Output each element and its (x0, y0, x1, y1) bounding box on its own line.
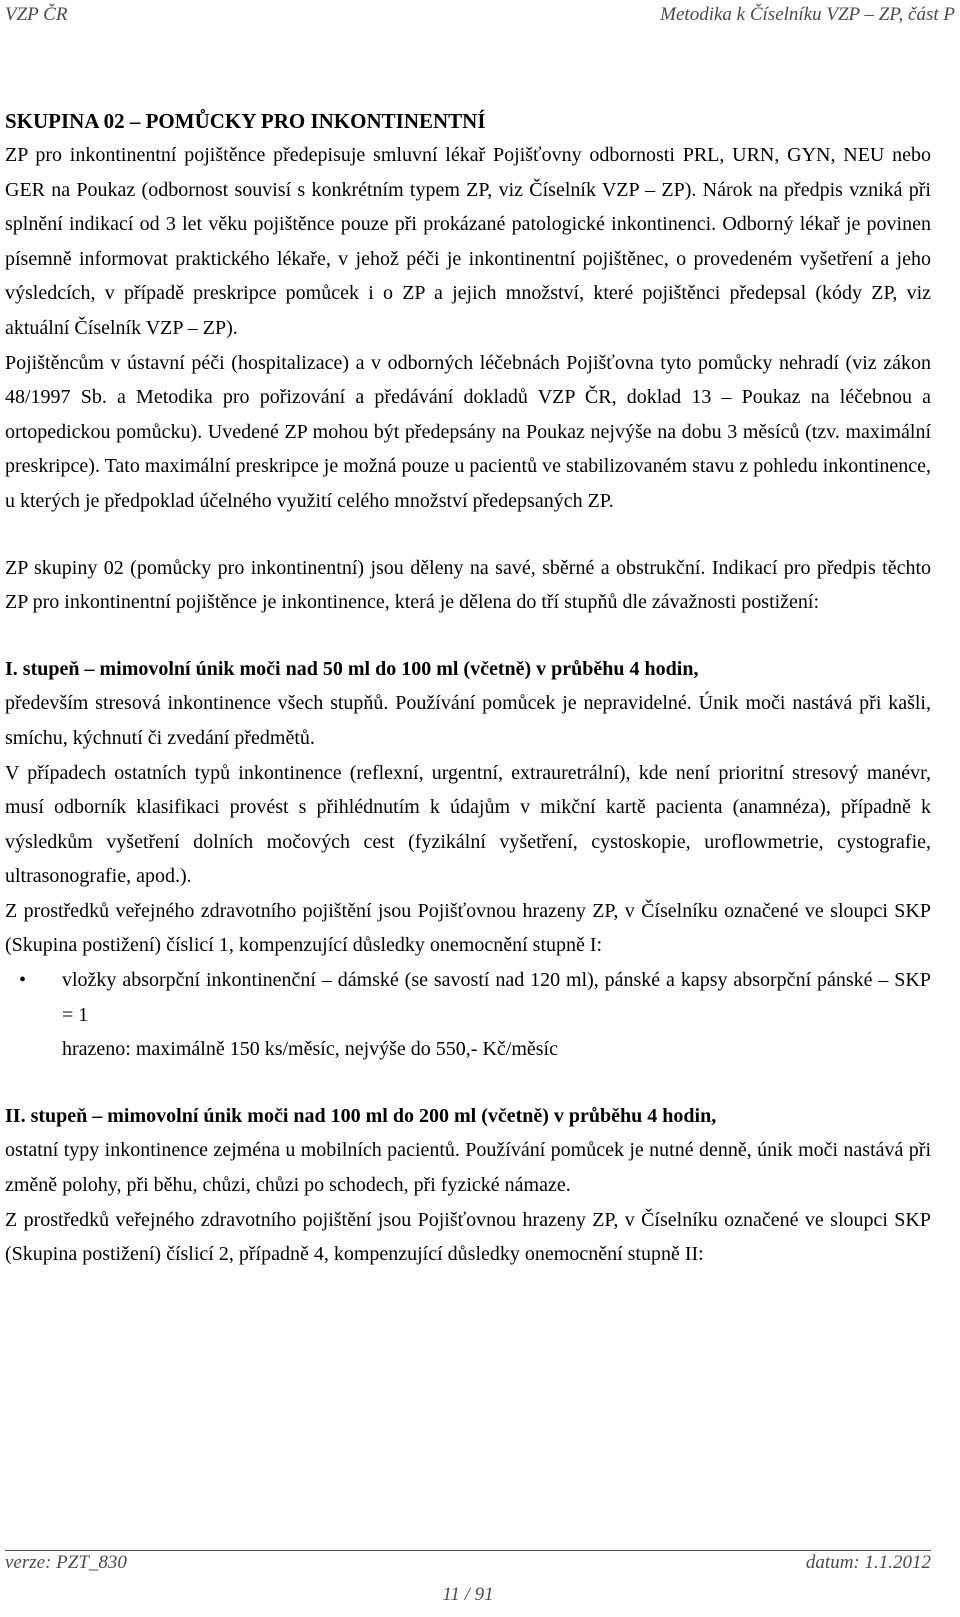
intro-paragraph-2: Pojištěncům v ústavní péči (hospitalizace) a v odborných léčebnách Pojišťovna tyto pomůcky nehradí (viz zákon 48/1997 Sb. a Metodika pro pořizování a předávání dokladů VZP ČR, doklad 13 – Poukaz na léčebnou a ortopedickou pomůcku). Uvedené ZP mohou být předepsány na Poukaz nejvýše na dobu 3 měsíců (tzv. maximální preskripce). Tato maximální preskripce je možná pouze u pacientů ve stabilizovaném stavu z pohledu inkontinence, u kterých je předpoklad účelného využití celého množství předepsaných ZP. (5, 351, 931, 512)
stage2-heading: II. stupeň – mimovolní únik moči nad 100 ml do 200 ml (včetně) v průběhu 4 hodin, (5, 1104, 717, 1127)
stage1-bullet-item (5, 963, 931, 1067)
stage1-heading: I. stupeň – mimovolní únik moči nad 50 ml do 100 ml (včetně) v průběhu 4 hodin, (5, 657, 699, 680)
footer-divider (5, 1550, 931, 1551)
page-number: 11 / 91 (442, 1584, 494, 1605)
stage2-funding: Z prostředků veřejného zdravotního pojištění jsou Pojišťovnou hrazeny ZP, v Číselníku označené ve sloupci SKP (Skupina postižení) číslicí 2, případně 4, kompenzující důsledky onemocnění stupně II: (5, 1208, 931, 1266)
page-header (5, 4, 955, 36)
stage1-bullet-limit: hrazeno: maximálně 150 ks/měsíc, nejvýše do 550,- Kč/měsíc (62, 1038, 558, 1061)
classification-paragraph: ZP skupiny 02 (pomůcky pro inkontinentní) jsou děleny na savé, sběrné a obstrukční. Indikací pro předpis těchto ZP pro inkontinentní pojištěnce je inkontinence, která je dělena do tří stupňů dle závažnosti postižení: (5, 556, 931, 614)
stage1-funding: Z prostředků veřejného zdravotního pojištění jsou Pojišťovnou hrazeny ZP, v Číselníku označené ve sloupci SKP (Skupina postižení) číslicí 1, kompenzující důsledky onemocnění stupně I: (5, 899, 931, 957)
header-org: VZP ČR (5, 4, 68, 25)
footer-date: datum: 1.1.2012 (805, 1552, 931, 1573)
stage1-description: především stresová inkontinence všech stupňů. Používání pomůcek je nepravidelné. Únik moči nastává při kašli, smíchu, kýchnutí či zvedání předmětů. (5, 692, 931, 749)
header-document-title: Metodika k Číselníku VZP – ZP, část P (660, 4, 955, 25)
stage1-other-types: V případech ostatních typů inkontinence (reflexní, urgentní, extrauretrální), kde není prioritní stresový manévr, musí odborník klasifikaci provést s přihlédnutím k údajům v mikční kartě pacienta (anamnéza), případně k výsledkům vyšetření dolních močových cest (fyzikální vyšetření, cystoskopie, uroflowmetrie, cystografie, ultrasonografie, apod.). (5, 761, 931, 888)
intro-paragraph-1: ZP pro inkontinentní pojištěnce předepisuje smluvní lékař Pojišťovny odbornosti PRL, URN, GYN, NEU nebo GER na Poukaz (odbornost souvisí s konkrétním typem ZP, viz Číselník VZP – ZP). Nárok na předpis vzniká při splnění indikací od 3 let věku pojištěnce pouze při prokázané patologické inkontinenci. Odborný lékař je povinen písemně informovat praktického lékaře, v jehož péči je inkontinentní pojištěnec, o provedeném vyšetření a jeho výsledcích, v případě preskripce pomůcek i o ZP a jejich množství, které pojištěnci předepsal (kódy ZP, viz aktuální Číselník VZP – ZP). (5, 144, 931, 339)
footer-version: verze: PZT_830 (5, 1552, 127, 1573)
stage2-description: ostatní typy inkontinence zejména u mobilních pacientů. Používání pomůcek je nutné denně, únik moči nastává při změně polohy, při běhu, chůzi, chůzi po schodech, při fyzické námaze. (5, 1139, 931, 1197)
document-body (5, 104, 931, 1272)
bullet-icon: • (19, 969, 27, 992)
section-title: SKUPINA 02 – POMŮCKY PRO INKONTINENTNÍ (5, 109, 486, 133)
stage1-bullet-text: vložky absorpční inkontinenční – dámské (se savostí nad 120 ml), pánské a kapsy absorpční pánské – SKP = 1 (62, 969, 931, 1026)
